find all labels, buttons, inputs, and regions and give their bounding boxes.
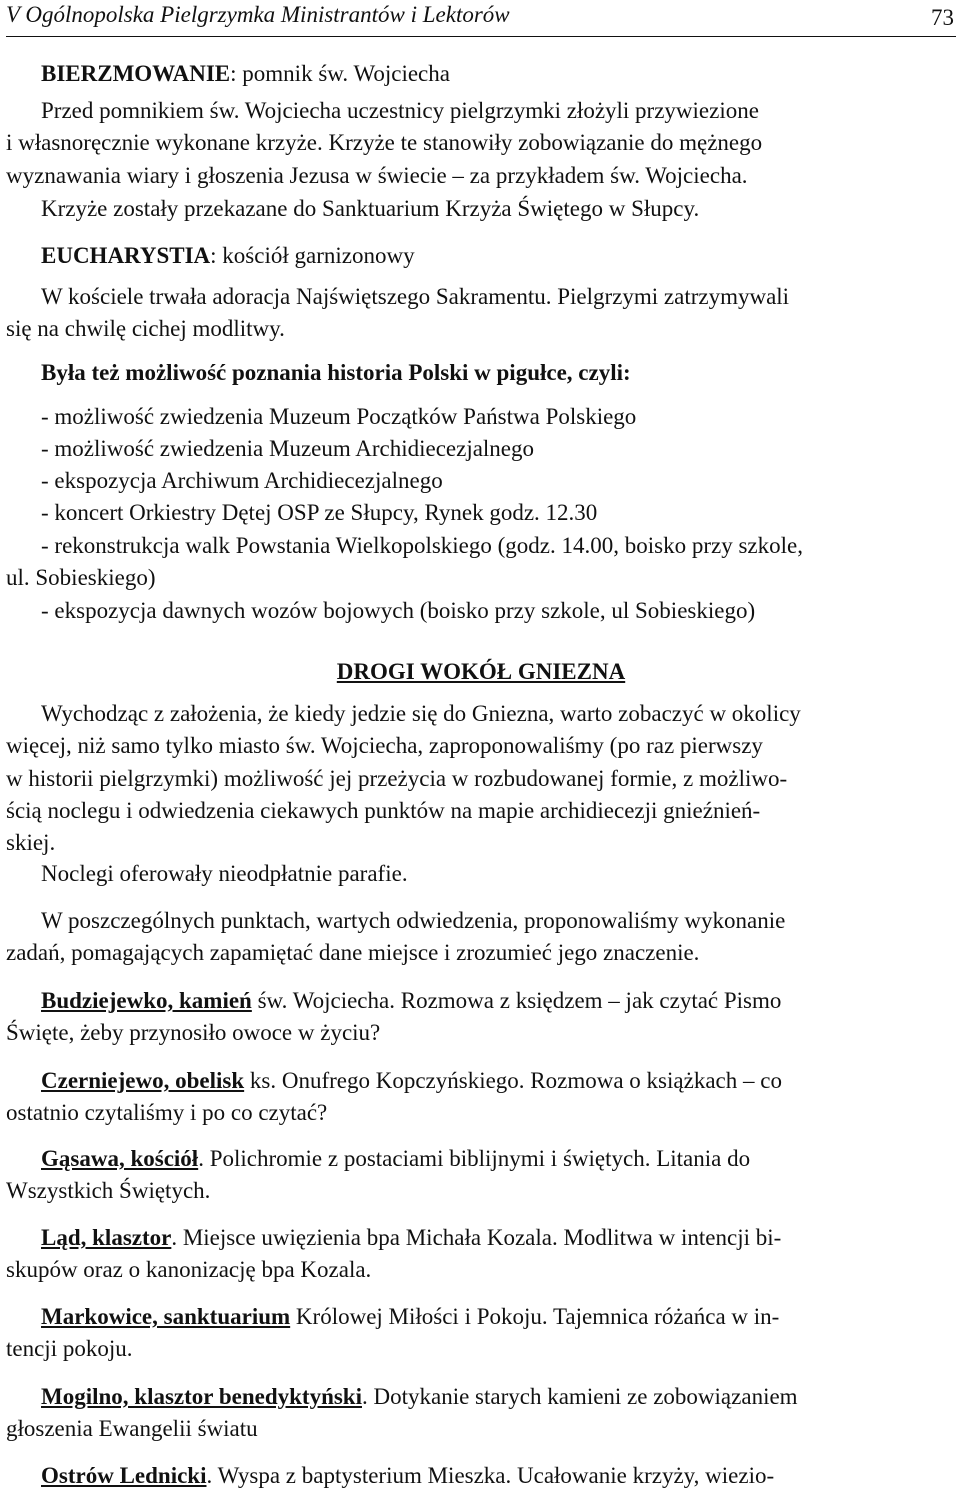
place-3 <box>6 1143 956 1175</box>
place-name: Budziejewko, kamień <box>41 988 252 1013</box>
historia-item-6: - ekspozycja dawnych wozów bojowych (boisko przy szkole, ul Sobieskiego) <box>41 598 756 623</box>
drogi-intro-line-3: w historii pielgrzymki) możliwość jej przeżycia w rozbudowanej formie, z możliwo- <box>6 766 788 791</box>
place-2 <box>6 1065 956 1097</box>
drogi-heading: DROGI WOKÓŁ GNIEZNA <box>336 659 626 684</box>
eucharystia-heading <box>6 240 956 272</box>
eucharystia-line-1: W kościele trwała adoracja Najświętszego Sakramentu. Pielgrzymi zatrzymywali <box>41 284 790 309</box>
historia-item-1: - możliwość zwiedzenia Muzeum Początków Państwa Polskiego <box>41 404 637 429</box>
place-desc: Królowej Miłości i Pokoju. Tajemnica różańca w in- <box>290 1304 780 1329</box>
place-name: Markowice, sanktuarium <box>41 1304 291 1329</box>
drogi-punkty-line-1: W poszczególnych punktach, wartych odwiedzenia, proponowaliśmy wykonanie <box>41 908 786 933</box>
section-heading <box>6 656 956 688</box>
place-name: Ląd, klasztor <box>41 1225 172 1250</box>
place-1-line-2: Święte, żeby przynosiło owoce w życiu? <box>6 1020 381 1045</box>
place-desc: . Miejsce uwięzienia bpa Michała Kozala. Modlitwa w intencji bi- <box>171 1225 782 1250</box>
place-1 <box>6 985 956 1017</box>
place-name: Mogilno, klasztor benedyktyński <box>41 1384 362 1409</box>
place-desc: ks. Onufrego Kopczyńskiego. Rozmowa o książkach – co <box>244 1068 782 1093</box>
bierzmowanie-heading <box>6 58 956 90</box>
place-4-line-2: skupów oraz o kanonizację bpa Kozala. <box>6 1257 372 1282</box>
drogi-intro-line-5: skiej. <box>6 830 56 855</box>
place-5-line-2: tencji pokoju. <box>6 1336 133 1361</box>
place-name: Czerniejewo, obelisk <box>41 1068 245 1093</box>
place-6-line-2: głoszenia Ewangelii światu <box>6 1416 258 1441</box>
historia-heading: Była też możliwość poznania historia Polski w pigułce, czyli: <box>41 360 631 385</box>
eucharystia-line-2: się na chwilę cichej modlitwy. <box>6 316 285 341</box>
bierzmowanie-line-2: i własnoręcznie wykonane krzyże. Krzyże te stanowiły zobowiązanie do mężnego <box>6 130 763 155</box>
place-desc: . Polichromie z postaciami biblijnymi i świętych. Litania do <box>198 1146 751 1171</box>
historia-item-4: - koncert Orkiestry Dętej OSP ze Słupcy, Rynek godz. 12.30 <box>41 500 598 525</box>
historia-item-5-cont: ul. Sobieskiego) <box>6 565 156 590</box>
place-6 <box>6 1381 956 1413</box>
historia-item-3: - ekspozycja Archiwum Archidiecezjalnego <box>41 468 443 493</box>
place-desc: św. Wojciecha. Rozmowa z księdzem – jak czytać Pismo <box>251 988 782 1013</box>
running-title: V Ogólnopolska Pielgrzymka Ministrantów i Lektorów <box>6 2 510 27</box>
place-7 <box>6 1460 956 1492</box>
drogi-noclegi: Noclegi oferowały nieodpłatnie parafie. <box>41 861 408 886</box>
bierzmowanie-heading-rest: : pomnik św. Wojciecha <box>230 61 450 86</box>
place-5 <box>6 1301 956 1333</box>
bierzmowanie-line-3: wyznawania wiary i głoszenia Jezusa w świecie – za przykładem św. Wojciecha. <box>6 163 748 188</box>
place-desc: . Dotykanie starych kamieni ze zobowiązaniem <box>362 1384 798 1409</box>
place-desc: . Wyspa z baptysterium Mieszka. Ucałowanie krzyży, wiezio- <box>206 1463 775 1488</box>
historia-item-2: - możliwość zwiedzenia Muzeum Archidiecezjalnego <box>41 436 535 461</box>
place-name: Ostrów Lednicki <box>41 1463 207 1488</box>
bierzmowanie-line-1: Przed pomnikiem św. Wojciecha uczestnicy pielgrzymki złożyli przywiezione <box>41 98 759 123</box>
place-3-line-2: Wszystkich Świętych. <box>6 1178 211 1203</box>
eucharystia-heading-rest: : kościół garnizonowy <box>210 243 415 268</box>
drogi-intro-line-1: Wychodząc z założenia, że kiedy jedzie się do Gniezna, warto zobaczyć w okolicy <box>41 701 801 726</box>
place-name: Gąsawa, kościół <box>41 1146 199 1171</box>
drogi-intro-line-2: więcej, niż samo tylko miasto św. Wojciecha, zaproponowaliśmy (po raz pierwszy <box>6 733 763 758</box>
eucharystia-heading-bold: EUCHARYSTIA <box>41 243 211 268</box>
place-4 <box>6 1222 956 1254</box>
page-header <box>6 0 956 37</box>
page-number: 73 <box>931 5 954 30</box>
bierzmowanie-line-4: Krzyże zostały przekazane do Sanktuarium Krzyża Świętego w Słupcy. <box>41 196 700 221</box>
historia-item-5: - rekonstrukcja walk Powstania Wielkopolskiego (godz. 14.00, boisko przy szkole, <box>41 533 803 558</box>
bierzmowanie-heading-bold: BIERZMOWANIE <box>41 61 231 86</box>
drogi-intro-line-4: ścią noclegu i odwiedzenia ciekawych punktów na mapie archidiecezji gnieźnień- <box>6 798 761 823</box>
drogi-punkty-line-2: zadań, pomagających zapamiętać dane miejsce i zrozumieć jego znaczenie. <box>6 940 700 965</box>
place-2-line-2: ostatnio czytaliśmy i po co czytać? <box>6 1100 328 1125</box>
